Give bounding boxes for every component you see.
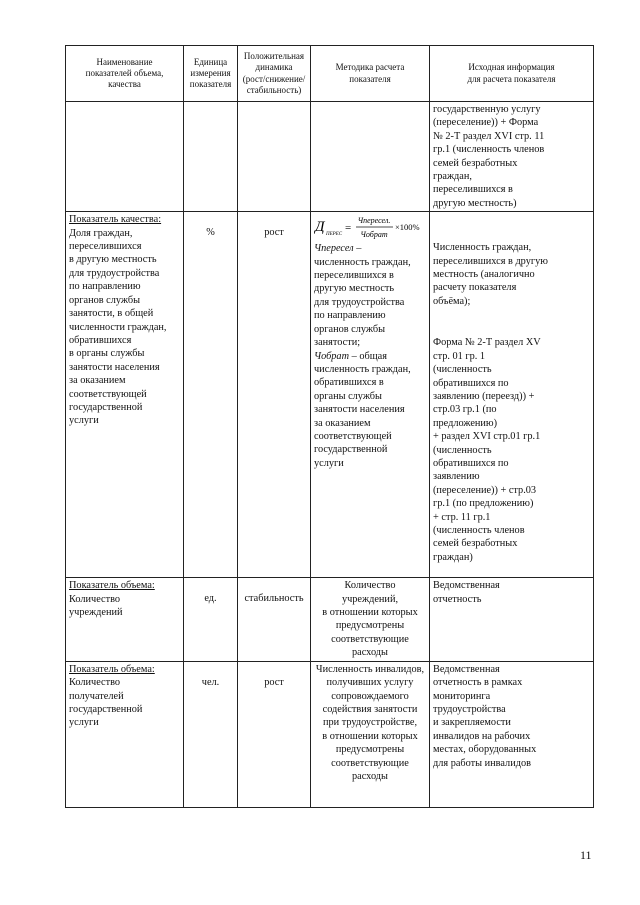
header-unit: Единица измерения показателя — [184, 46, 238, 102]
formula-equals: = — [345, 222, 352, 235]
table-row — [66, 102, 594, 212]
indicator-name-cell — [66, 578, 184, 661]
indicator-name-cell — [66, 212, 184, 578]
indicator-name: Количество получателей государственной услуги — [69, 677, 143, 729]
dynamics-cell: рост — [238, 661, 311, 807]
section-label: Показатель качества: — [69, 214, 162, 226]
term1-name: Чпересел — [314, 243, 354, 255]
header-dynamics: Положительная динамика (рост/снижение/ стабильность) — [238, 46, 311, 102]
method-cell — [311, 212, 430, 578]
table-row — [66, 212, 594, 578]
term2-name: Чобрат — [314, 350, 350, 362]
formula-numerator: Чпересел. — [357, 216, 391, 226]
term1 — [314, 242, 426, 349]
term1-desc: – численность граждан, переселившихся в другую местность для трудоустройства по направлению органов службы занятости; — [314, 243, 411, 349]
cell-empty — [238, 102, 311, 212]
cell-empty — [66, 102, 184, 212]
method-cell: Количество учреждений, в отношении которых предусмотрены соответствующие расходы — [311, 578, 430, 661]
cell-empty — [184, 102, 238, 212]
formula-denominator: Чобрат — [360, 230, 388, 240]
indicator-name: Количество учреждений — [69, 593, 123, 619]
formula-lhs-subscript: ПЕРЕС — [326, 232, 343, 238]
source-cell: Ведомственная отчетность в рамках мониторинга трудоустройства и закрепляемости инвалидов на рабочих местах, оборудованных для работы инвалидов — [430, 661, 594, 807]
formula-lhs: Д — [315, 219, 325, 236]
section-label: Показатель объема: — [69, 663, 155, 675]
table-row — [66, 578, 594, 661]
source-cell: Ведомственная отчетность — [430, 578, 594, 661]
source-a: Численность граждан, переселившихся в другую местность (аналогично расчету показателя объёма); — [433, 242, 548, 307]
header-method: Методика расчета показателя — [311, 46, 430, 102]
formula-factor: ×100% — [395, 222, 420, 233]
formula-svg — [314, 214, 430, 240]
source-cell: государственную услугу (переселение)) + Форма № 2-Т раздел XVI стр. 11 гр.1 (численность членов семей безработных граждан, переселившихся в другую местность) — [430, 102, 594, 212]
header-name: Наименование показателей объема, качества — [66, 46, 184, 102]
term2 — [314, 350, 426, 471]
source-cell — [430, 212, 594, 578]
unit-cell: чел. — [184, 661, 238, 807]
term2-desc: – общая численность граждан, обратившихся в органы службы занятости населения за оказанием соответствующей государственной услуги — [314, 350, 411, 469]
dynamics-cell: стабильность — [238, 578, 311, 661]
page-number: 11 — [580, 848, 592, 862]
source-b: Форма № 2-Т раздел XV стр. 01 гр. 1 (численность обратившихся по заявлению (переезд)) + стр.03 гр.1 (по предложению) + раздел XVI стр.01 гр.1 (численность обратившихся по заявлению (переселение)) + стр.03 гр.1 (по предложению) + стр. 11 гр.1 (численность членов семей безработных граждан) — [433, 337, 541, 563]
formula — [314, 214, 426, 240]
dynamics-cell: рост — [238, 212, 311, 578]
cell-empty — [311, 102, 430, 212]
method-cell: Численность инвалидов, получивших услугу сопровождаемого содействия занятости при трудоустройстве, в отношении которых предусмотрены соответствующие расходы — [311, 661, 430, 807]
table-header-row — [66, 46, 594, 102]
indicator-name: Доля граждан, переселившихся в другую местность для трудоустройства по направлению органов службы занятости, в общей численности граждан, обратившихся в органы службы занятости населения за оказанием соответствующей государственной услуги — [69, 227, 167, 427]
header-source: Исходная информация для расчета показателя — [430, 46, 594, 102]
indicator-name-cell — [66, 661, 184, 807]
section-label: Показатель объема: — [69, 580, 155, 592]
unit-cell: ед. — [184, 578, 238, 661]
table-row — [66, 661, 594, 807]
unit-cell: % — [184, 212, 238, 578]
indicators-table — [65, 45, 594, 808]
